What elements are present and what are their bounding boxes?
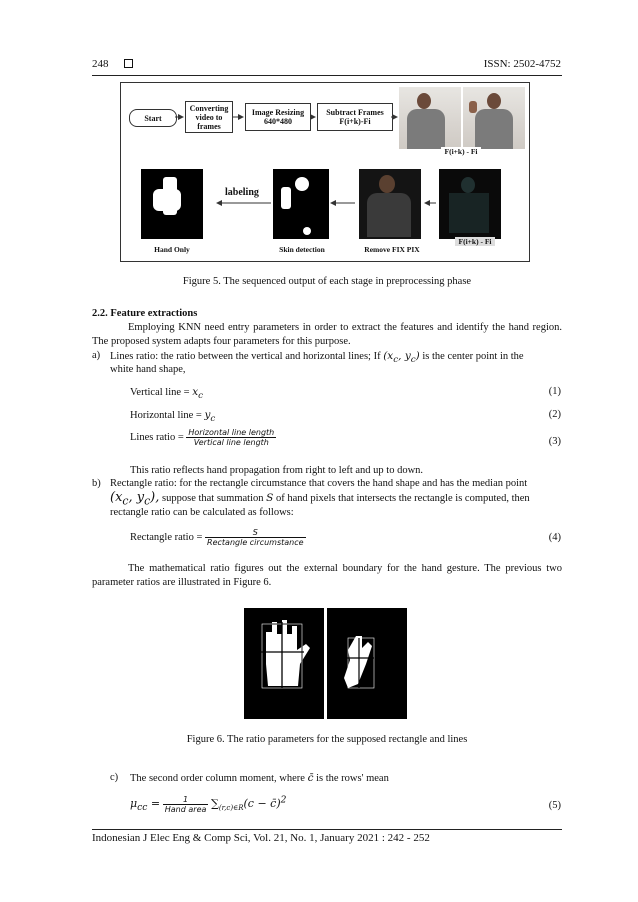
hand-only-label: Hand Only: [154, 245, 190, 254]
labeling-label: labeling: [225, 187, 259, 198]
eq5-numerator: 1: [163, 795, 209, 805]
eq4-number: (4): [548, 532, 561, 543]
para-intro: Employing KNN need entry parameters in order to extract the features and identify the hand region. The proposed system adapts four parameters for this purpose.: [92, 322, 562, 347]
eq2-number: (2): [548, 409, 561, 420]
issn: ISSN: 2502-4752: [483, 58, 561, 70]
item-b-text-4: rectangle ratio can be calculated as follows:: [110, 507, 294, 518]
figure-6-drawing: [244, 608, 407, 719]
item-b-text-3: of hand pixels that intersects the rectangle is computed, then: [275, 493, 530, 504]
section-heading: 2.2. Feature extractions: [92, 308, 198, 319]
footer-rule: [92, 829, 562, 830]
eq5-denominator: Hand area: [164, 804, 207, 814]
item-a-text: Lines ratio: the ratio between the vertical and horizontal lines; If: [110, 351, 381, 362]
equation-1: Vertical line = $x_c$: [130, 386, 204, 402]
footer-citation: Indonesian J Elec Eng & Comp Sci, Vol. 21, No. 1, January 2021 : 242 - 252: [92, 832, 430, 844]
item-a-marker: a): [92, 350, 101, 361]
header-rule: [92, 75, 562, 76]
converting-box: Converting video to frames: [185, 101, 233, 133]
remove-fix-label: Remove FIX PIX: [364, 245, 420, 254]
equation-5: $\mu_{cc}$ = $\frac{1}{\text{Hand area}}$ $\sum_{(r,c)\in R}(c$ − c̄)$^2$: [130, 794, 287, 814]
figure-6: [244, 608, 407, 719]
eq3-label: Lines ratio =: [130, 431, 187, 443]
eq3-number: (3): [548, 436, 561, 447]
item-c-line: The second order column moment, where c̄ is the rows' mean: [130, 772, 389, 784]
figure-5-caption: Figure 5. The sequenced output of each stage in preprocessing phase: [182, 276, 472, 287]
hand-only-image: [141, 169, 203, 239]
item-b-line-2: ($x_c$, $y_c$), suppose that summation S of hand pixels that intersects the rectangle is computed, then: [110, 490, 530, 508]
eq3-denominator: Vertical line length: [193, 438, 269, 447]
item-a: Lines ratio: the ratio between the vertical and horizontal lines; If ($x_c$, $y_c$) is the center point in the: [110, 350, 524, 366]
item-c-text-2: is the rows' mean: [316, 773, 389, 784]
item-b-marker: b): [92, 478, 101, 489]
f-label-bottom: F(i+k) - Fi: [455, 237, 495, 246]
square-icon: [124, 59, 133, 68]
skin-detection-label: Skin detection: [279, 245, 325, 254]
eq1-number: (1): [548, 386, 561, 397]
start-box: Start: [129, 109, 177, 127]
item-a-text-2: is the center point in the: [422, 351, 524, 362]
eq4-numerator: S: [205, 528, 306, 538]
diff-image: [439, 169, 501, 239]
resizing-box: Image Resizing 640*480: [245, 103, 311, 131]
eq5-number: (5): [548, 800, 561, 811]
equation-3: [130, 428, 276, 447]
item-c-text-1: The second order column moment, where: [130, 773, 305, 784]
frame-photo-2: [463, 87, 525, 149]
figure-6-caption: Figure 6. The ratio parameters for the supposed rectangle and lines: [186, 734, 468, 745]
skin-detection-image: [273, 169, 329, 239]
para-ratio: This ratio reflects hand propagation from right to left and up to down.: [130, 465, 424, 476]
eq1-label: Vertical line =: [130, 387, 193, 398]
eq2-label: Horizontal line =: [130, 410, 205, 421]
f-label-top: F(i+k) - Fi: [441, 147, 481, 156]
item-b-text-2: suppose that summation: [162, 493, 264, 504]
item-a-text-3: white hand shape,: [110, 364, 186, 375]
para-math: The mathematical ratio figures out the external boundary for the hand gesture. The previous two parameter ratios are illustrated in Figure 6.: [92, 563, 562, 588]
page-number: 248: [92, 58, 109, 70]
item-b-text-1: Rectangle ratio: for the rectangle circumstance that covers the hand shape and has the median point: [110, 478, 528, 489]
remove-fix-image: [359, 169, 421, 239]
figure-5: [120, 82, 530, 262]
item-c-marker: c): [110, 772, 119, 783]
equation-2: Horizontal line = $y_c$: [130, 409, 216, 425]
eq4-label: Rectangle ratio =: [130, 531, 203, 543]
equation-4: [130, 528, 306, 547]
frame-photo-1: [399, 87, 461, 149]
eq3-numerator: Horizontal line length: [188, 428, 275, 437]
eq4-denominator: Rectangle circumstance: [207, 538, 304, 547]
subtract-box: Subtract Frames F(i+k)-Fi: [317, 103, 393, 131]
